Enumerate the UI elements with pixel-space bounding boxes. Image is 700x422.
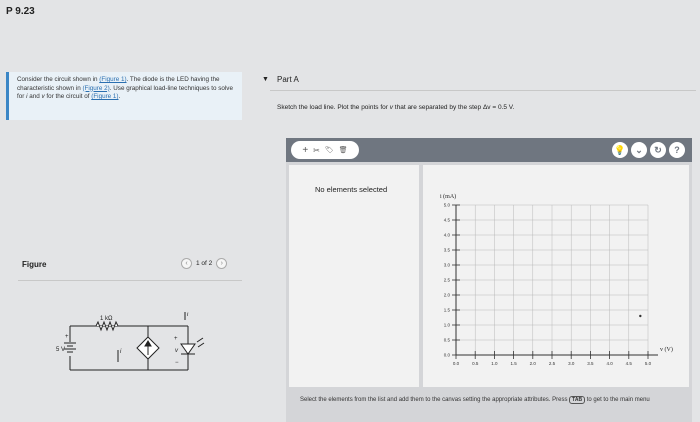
problem-text: Consider the circuit shown in [17, 76, 100, 83]
instruction-var: v [389, 104, 393, 111]
prev-figure-button[interactable]: ‹ [181, 258, 192, 269]
y-tick-label: 1.5 [443, 307, 450, 313]
x-tick-label: 2.0 [529, 361, 536, 366]
trash-icon[interactable]: 🗑 [338, 147, 348, 154]
problem-text: for the circuit of [44, 93, 92, 100]
help-text-part: to get to the main menu [585, 397, 650, 403]
y-tick-label: 4.5 [443, 217, 450, 223]
collapse-part-toggle[interactable]: ▼ [262, 76, 269, 83]
help-text-part: Select the elements from the list and add them to the canvas setting the appropriate attributes. Press [300, 397, 570, 403]
help-text [300, 396, 680, 405]
y-tick-label: 3.5 [443, 247, 450, 253]
source-plus: + [65, 334, 69, 340]
var-i: i [26, 93, 28, 100]
part-instruction [277, 104, 514, 111]
figure1-link[interactable]: (Figure 1) [91, 93, 119, 100]
y-tick-label: 0.5 [443, 337, 450, 343]
voltage-plus: + [174, 336, 178, 342]
chevron-down-icon[interactable]: ⌄ [631, 142, 647, 158]
y-tick-label: 1.0 [443, 322, 450, 328]
part-title[interactable]: Part A [277, 75, 299, 84]
problem-text: . [118, 93, 121, 100]
tag-icon[interactable]: 🏷 [324, 147, 334, 154]
hint-icon[interactable]: 💡 [612, 142, 628, 158]
y-axis-label: i (mA) [440, 194, 457, 200]
y-tick-label: 2.0 [443, 292, 450, 298]
instruction-text: Sketch the load line. Plot the points for [277, 104, 390, 111]
current-label: i [120, 349, 122, 355]
divider [18, 280, 242, 281]
figure-counter: 1 of 2 [196, 260, 213, 267]
x-tick-label: 5.0 [644, 361, 652, 366]
y-tick-label: 5.0 [443, 202, 450, 208]
x-tick-label: 1.0 [491, 361, 498, 366]
problem-statement [6, 72, 242, 120]
x-tick-label: 0.5 [472, 361, 479, 366]
data-point [639, 315, 641, 317]
y-tick-label: 3.0 [443, 262, 450, 268]
problem-text: . The diode is the LED having the characteristic shown in [17, 76, 220, 92]
x-tick-label: 3.5 [587, 361, 594, 366]
figure-pager [181, 258, 227, 269]
page-title: P 9.23 [6, 6, 35, 17]
add-icon[interactable]: + [302, 144, 309, 156]
x-tick-label: 3.0 [568, 361, 575, 366]
next-figure-button[interactable]: › [216, 258, 227, 269]
figure1-link[interactable]: (Figure 1) [99, 76, 127, 83]
tool-group [291, 141, 359, 159]
y-tick-label: 2.5 [443, 277, 450, 283]
circuit-diagram [48, 312, 228, 382]
y-tick-label: 0.0 [443, 352, 450, 358]
reset-icon[interactable]: ↻ [650, 142, 666, 158]
voltage-label: v [175, 348, 178, 354]
problem-text: . Use graphical load-line techniques to solve for [17, 84, 233, 100]
load-line-graph[interactable] [423, 165, 689, 387]
problem-text: and [27, 93, 42, 100]
no-elements-message: No elements selected [315, 185, 388, 194]
figure-label: Figure [22, 260, 47, 269]
divider [270, 90, 696, 91]
scissors-icon[interactable]: ✂ [313, 145, 320, 155]
x-axis-label: v (V) [660, 347, 673, 353]
x-tick-label: 4.5 [625, 361, 632, 366]
x-tick-label: 0.0 [452, 361, 460, 366]
resistor-label: 1 kΩ [100, 316, 113, 322]
x-tick-label: 1.5 [510, 361, 517, 366]
drawing-toolbar [286, 138, 692, 162]
diode-current-label: i [187, 312, 189, 318]
var-v: v [41, 93, 45, 100]
x-tick-label: 2.5 [548, 361, 556, 366]
figure2-link[interactable]: (Figure 2) [82, 84, 110, 92]
x-tick-label: 4.0 [606, 361, 613, 366]
help-icon[interactable]: ? [669, 142, 685, 158]
tab-key: TAB [569, 396, 585, 404]
source-label: 5 V [56, 347, 66, 353]
selection-panel [289, 165, 419, 387]
instruction-text: that are separated by the step Δv = 0.5 V. [392, 104, 515, 111]
y-tick-label: 4.0 [443, 232, 450, 238]
voltage-minus: − [175, 360, 179, 366]
